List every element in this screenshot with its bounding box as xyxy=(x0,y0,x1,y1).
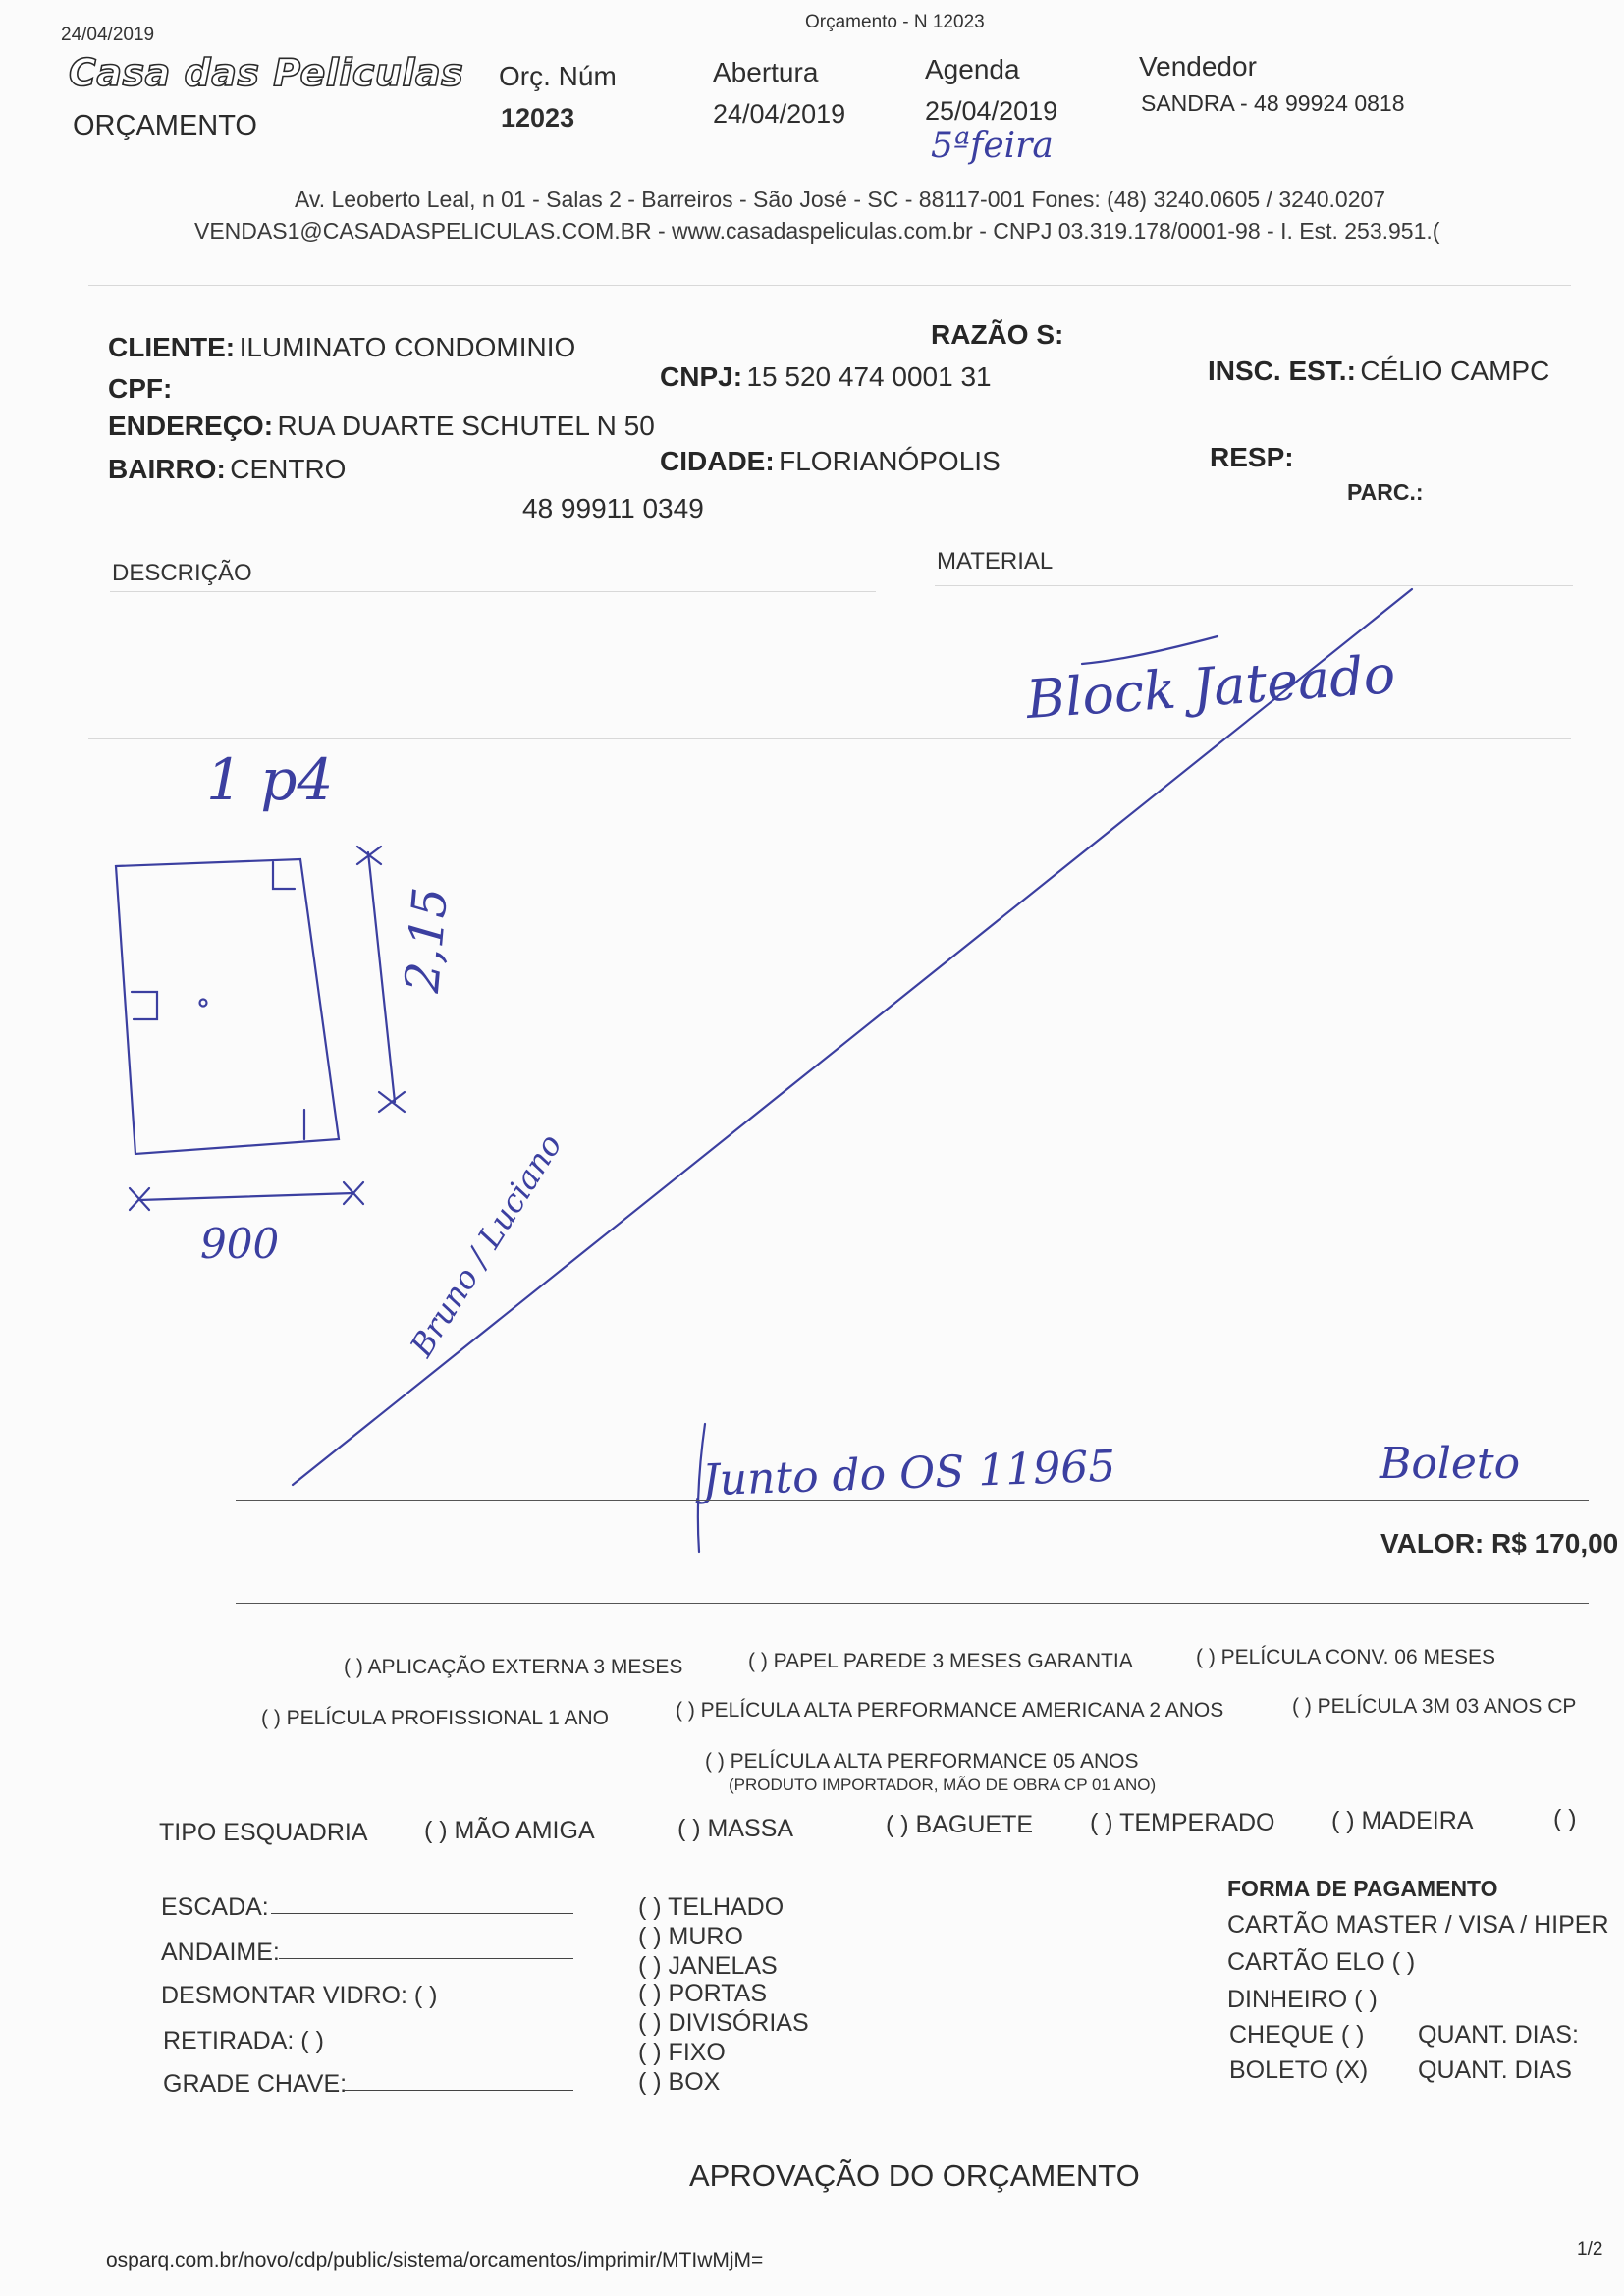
page-number: 1/2 xyxy=(1577,2239,1603,2260)
approval-heading: APROVAÇÃO DO ORÇAMENTO xyxy=(689,2159,1140,2193)
extra-andaime: ANDAIME: xyxy=(161,1939,280,1966)
height-dimension-line xyxy=(368,852,395,1102)
extra-retirada: RETIRADA: ( ) xyxy=(163,2027,324,2054)
payment-option: CARTÃO ELO ( ) xyxy=(1227,1948,1416,1976)
payment-title: FORMA DE PAGAMENTO xyxy=(1227,1876,1498,1901)
esquadria-label: TIPO ESQUADRIA xyxy=(159,1819,368,1846)
location-option: ( ) TELHADO xyxy=(638,1893,785,1921)
cnpj-value: 15 520 474 0001 31 xyxy=(746,361,992,392)
cliente-label: CLIENTE: xyxy=(108,332,236,362)
warranty-option: ( ) APLICAÇÃO EXTERNA 3 MESES xyxy=(344,1656,683,1678)
payment-quant-label: QUANT. DIAS: xyxy=(1418,2021,1579,2049)
material-heading: MATERIAL xyxy=(937,548,1054,574)
cidade-value: FLORIANÓPOLIS xyxy=(779,446,1001,476)
insc-value: CÉLIO CAMPC xyxy=(1360,355,1550,386)
esquadria-option: ( ) MÃO AMIGA xyxy=(424,1817,595,1844)
warranty-note: (PRODUTO IMPORTADOR, MÃO DE OBRA CP 01 ANO) xyxy=(729,1776,1157,1794)
payment-option: CARTÃO MASTER / VISA / HIPER xyxy=(1227,1911,1609,1939)
extra-desmontar: DESMONTAR VIDRO: ( ) xyxy=(161,1982,438,2009)
location-option: ( ) BOX xyxy=(638,2068,721,2096)
orc-num-value: 12023 xyxy=(501,103,575,133)
extra-grade-chave: GRADE CHAVE: xyxy=(163,2070,348,2098)
client-phone: 48 99911 0349 xyxy=(522,493,704,523)
warranty-option: ( ) PELÍCULA ALTA PERFORMANCE AMERICANA 2 ANOS xyxy=(676,1699,1224,1722)
valor-top-rule xyxy=(236,1500,1589,1501)
insc-label: INSC. EST.: xyxy=(1208,355,1356,386)
payment-option: BOLETO (X) xyxy=(1229,2056,1369,2084)
cidade-label: CIDADE: xyxy=(660,446,775,476)
location-option: ( ) PORTAS xyxy=(638,1980,768,2007)
handwritten-installers: Bruno / Luciano xyxy=(403,1127,569,1364)
handwritten-os-note: Junto do OS 11965 xyxy=(701,1441,1117,1506)
location-option: ( ) DIVISÓRIAS xyxy=(638,2009,809,2037)
escada-line xyxy=(271,1913,573,1914)
print-date: 24/04/2019 xyxy=(61,25,155,45)
company-logo: Casa das Peliculas xyxy=(69,51,464,94)
parc-label: PARC.: xyxy=(1347,479,1424,505)
andaime-line xyxy=(279,1958,573,1959)
resp-label: RESP: xyxy=(1210,442,1294,472)
cnpj-label: CNPJ: xyxy=(660,361,743,392)
warranty-option: ( ) PELÍCULA PROFISSIONAL 1 ANO xyxy=(261,1707,609,1729)
agenda-handwritten-note: 5ªfeira xyxy=(931,126,1054,166)
orc-num-label: Orç. Núm xyxy=(499,61,617,91)
valor-bottom-rule xyxy=(236,1603,1589,1604)
descricao-heading: DESCRIÇÃO xyxy=(112,560,252,586)
valor-amount: 170,00 xyxy=(1534,1528,1619,1558)
width-dimension-line xyxy=(139,1193,353,1200)
window-corner-mark xyxy=(273,862,295,889)
abertura-value: 24/04/2019 xyxy=(713,99,846,129)
company-address: Av. Leoberto Leal, n 01 - Salas 2 - Barreiros - São José - SC - 88117-001 Fones: (48) 3240.0605 / 3240.0207 xyxy=(295,187,1386,212)
handwritten-qty: 1 p4 xyxy=(206,746,334,813)
company-contact: VENDAS1@CASADASPELICULAS.COM.BR - www.casadaspeliculas.com.br - CNPJ 03.319.178/0001-98 - I. Est. 253.951.( xyxy=(194,218,1440,244)
esquadria-option: ( ) xyxy=(1553,1805,1577,1832)
bairro-value: CENTRO xyxy=(230,454,347,484)
endereco-value: RUA DUARTE SCHUTEL N 50 xyxy=(277,410,655,441)
esquadria-option: ( ) TEMPERADO xyxy=(1090,1809,1275,1836)
payment-quant-label: QUANT. DIAS xyxy=(1418,2056,1572,2084)
location-option: ( ) FIXO xyxy=(638,2039,726,2066)
bairro-label: BAIRRO: xyxy=(108,454,226,484)
vendedor-label: Vendedor xyxy=(1139,51,1257,82)
print-title: Orçamento - N 12023 xyxy=(805,12,985,32)
abertura-label: Abertura xyxy=(713,57,819,87)
valor-row xyxy=(1380,1528,1618,1559)
extra-escada: ESCADA: xyxy=(161,1893,269,1921)
location-option: ( ) MURO xyxy=(638,1923,743,1950)
dimension-tick xyxy=(379,1092,405,1112)
handwritten-width: 900 xyxy=(200,1220,280,1268)
esquadria-option: ( ) MASSA xyxy=(677,1815,794,1842)
grade-chave-line xyxy=(344,2090,573,2091)
window-corner-mark xyxy=(132,992,157,1019)
print-url: osparq.com.br/novo/cdp/public/sistema/orcamentos/imprimir/MTIwMjM= xyxy=(106,2249,764,2271)
endereco-label: ENDEREÇO: xyxy=(108,410,274,441)
window-handle xyxy=(200,1000,207,1007)
esquadria-option: ( ) BAGUETE xyxy=(886,1811,1034,1838)
valor-label: VALOR: R$ xyxy=(1380,1528,1527,1558)
warranty-option: ( ) PAPEL PAREDE 3 MESES GARANTIA xyxy=(748,1650,1133,1672)
cliente-value: ILUMINATO CONDOMINIO xyxy=(239,332,576,362)
handwritten-payment-note: Boleto xyxy=(1380,1439,1521,1489)
razao-label: RAZÃO S: xyxy=(931,319,1064,350)
cpf-label: CPF: xyxy=(108,373,173,404)
doc-type: ORÇAMENTO xyxy=(73,110,257,141)
esquadria-option: ( ) MADEIRA xyxy=(1331,1807,1474,1834)
warranty-option: ( ) PELÍCULA ALTA PERFORMANCE 05 ANOS xyxy=(705,1750,1139,1773)
handwritten-material: Block Jateado xyxy=(1024,642,1398,732)
handwritten-height: 2,15 xyxy=(395,885,460,995)
agenda-label: Agenda xyxy=(925,54,1020,84)
payment-option: DINHEIRO ( ) xyxy=(1227,1986,1378,2013)
warranty-option: ( ) PELÍCULA CONV. 06 MESES xyxy=(1196,1646,1496,1668)
warranty-option: ( ) PELÍCULA 3M 03 ANOS CP xyxy=(1292,1695,1577,1718)
payment-option: CHEQUE ( ) xyxy=(1229,2021,1365,2049)
agenda-value: 25/04/2019 xyxy=(925,96,1058,126)
location-option: ( ) JANELAS xyxy=(638,1952,778,1980)
vendedor-value: SANDRA - 48 99924 0818 xyxy=(1141,90,1405,116)
diagonal-strike-line xyxy=(293,589,1412,1485)
